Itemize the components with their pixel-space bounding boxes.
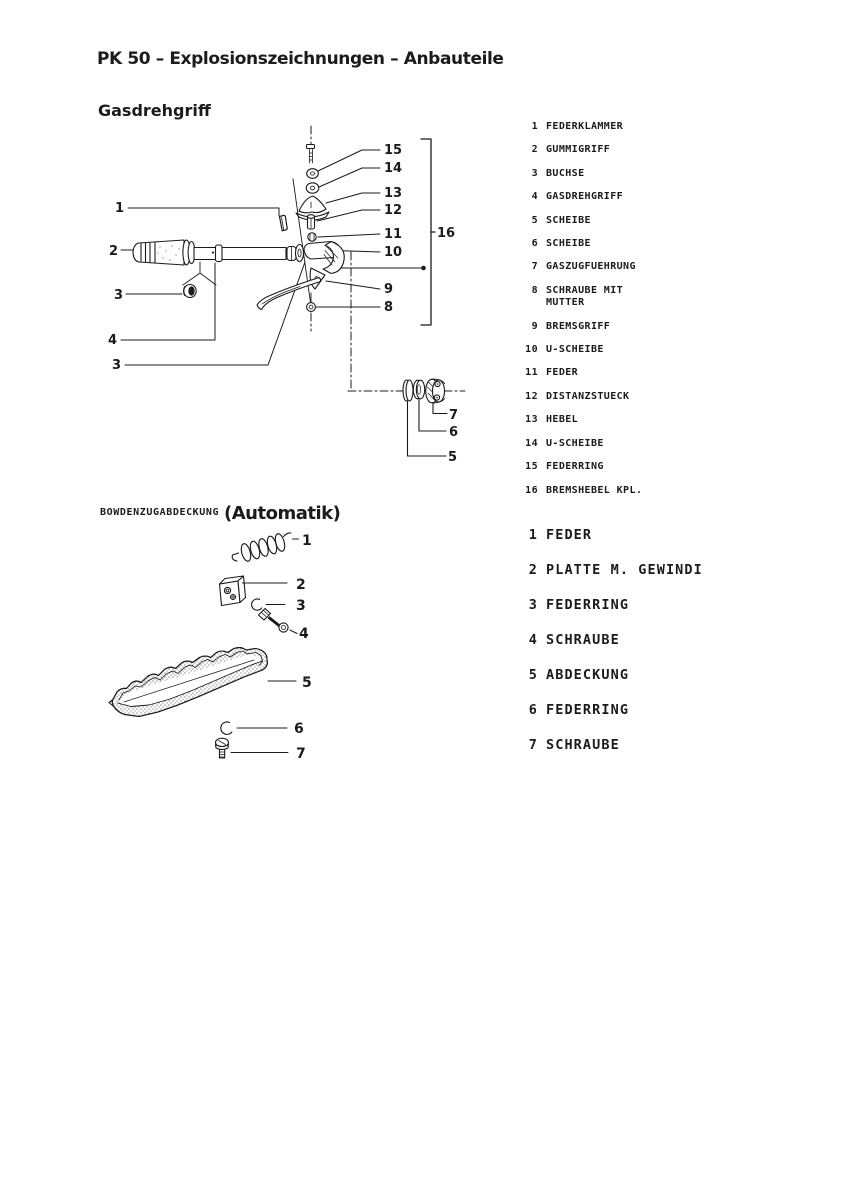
callout-4: 4 — [108, 333, 118, 348]
circlip-drawing — [252, 599, 285, 610]
list-item: 1 FEDERKLAMMER — [531, 121, 624, 132]
screw-4-drawing — [259, 609, 298, 634]
callout-1: 1 — [302, 533, 312, 549]
callout-3b: 3 — [112, 358, 122, 373]
rubber-grip-drawing — [133, 240, 195, 265]
callout-2: 2 — [109, 244, 119, 259]
throttle-tube-drawing — [194, 245, 304, 262]
callout-5: 5 — [448, 450, 458, 465]
list-item: 4 GASDREHGRIFF — [531, 191, 624, 203]
list-item: 4 SCHRAUBE — [528, 632, 620, 648]
list-item: 11 FEDER — [525, 367, 579, 379]
list-item: 8 SCHRAUBE MIT MUTTER — [531, 284, 624, 309]
callout-10: 10 — [384, 245, 403, 260]
callout-12: 12 — [384, 203, 403, 218]
section-heading-bowdenzugabdeckung: BOWDENZUGABDECKUNG — [100, 507, 220, 518]
bushing-drawing — [183, 262, 216, 298]
leader-lines-left — [121, 208, 305, 365]
cable-guide-group-drawing — [403, 379, 447, 456]
list-item: 5 ABDECKUNG — [528, 667, 630, 683]
section-heading-gasdrehgriff: Gasdrehgriff — [98, 101, 211, 120]
exploded-diagram-gasdrehgriff — [95, 120, 470, 470]
cover-drawing — [109, 648, 296, 717]
callout-6: 6 — [294, 721, 304, 737]
parts-list-bowdenzugabdeckung — [500, 528, 840, 773]
list-item: 7 GASZUGFUEHRUNG — [531, 261, 636, 273]
callout-6: 6 — [449, 425, 459, 440]
list-item: 7 SCHRAUBE — [528, 737, 620, 753]
list-item: 15 FEDERRING — [525, 461, 604, 473]
list-item: 3 BUCHSE — [531, 167, 585, 179]
list-item: 6 SCHEIBE — [531, 238, 591, 250]
list-item: 14 U-SCHEIBE — [525, 437, 604, 449]
callout-2: 2 — [296, 577, 306, 593]
page-title: PK 50 – Explosionszeichnungen – Anbauteile — [97, 49, 504, 69]
section-heading-automatik: (Automatik) — [224, 503, 341, 524]
list-item: 13 HEBEL — [525, 414, 579, 426]
spring-11 — [308, 233, 316, 241]
callout-8: 8 — [384, 300, 394, 315]
callout-7: 7 — [296, 746, 306, 762]
leader-end-dot — [421, 266, 426, 271]
screw-7-drawing — [216, 738, 289, 758]
list-item: 5 SCHEIBE — [531, 214, 591, 226]
washer-15 — [307, 169, 319, 179]
list-item: 6 FEDERRING — [528, 702, 630, 718]
callout-7: 7 — [449, 408, 459, 423]
list-item: 2 GUMMIGRIFF — [531, 144, 611, 156]
callout-9: 9 — [384, 282, 394, 297]
spring-drawing — [232, 533, 298, 563]
list-item: 1 FEDER — [528, 527, 593, 543]
list-item: 9 BREMSGRIFF — [531, 320, 611, 332]
callout-5: 5 — [302, 675, 312, 691]
leader-lines-right — [316, 150, 421, 307]
list-item: 16 BREMSHEBEL KPL. — [525, 484, 643, 496]
callout-3: 3 — [296, 598, 306, 614]
callout-13: 13 — [384, 186, 403, 201]
hebel-13 — [299, 196, 326, 213]
list-item: 10 U-SCHEIBE — [525, 344, 604, 356]
callout-4: 4 — [299, 626, 309, 642]
list-item: 3 FEDERRING — [528, 597, 630, 613]
callout-3a: 3 — [114, 288, 124, 303]
callout-11: 11 — [384, 227, 403, 242]
circlip-6-drawing — [221, 722, 287, 734]
exploded-diagram-bowdenzugabdeckung — [95, 498, 335, 778]
list-item: 12 DISTANZSTUECK — [525, 390, 630, 402]
list-item: 2 PLATTE M. GEWINDI — [528, 562, 703, 578]
callout-16-bracket — [421, 139, 435, 325]
parts-list-gasdrehgriff — [500, 121, 840, 508]
callout-16: 16 — [437, 226, 456, 241]
callout-1: 1 — [115, 201, 125, 216]
callout-15: 15 — [384, 143, 403, 158]
nut-8 — [307, 303, 316, 312]
washer-14 — [306, 183, 319, 193]
callout-14: 14 — [384, 161, 403, 176]
